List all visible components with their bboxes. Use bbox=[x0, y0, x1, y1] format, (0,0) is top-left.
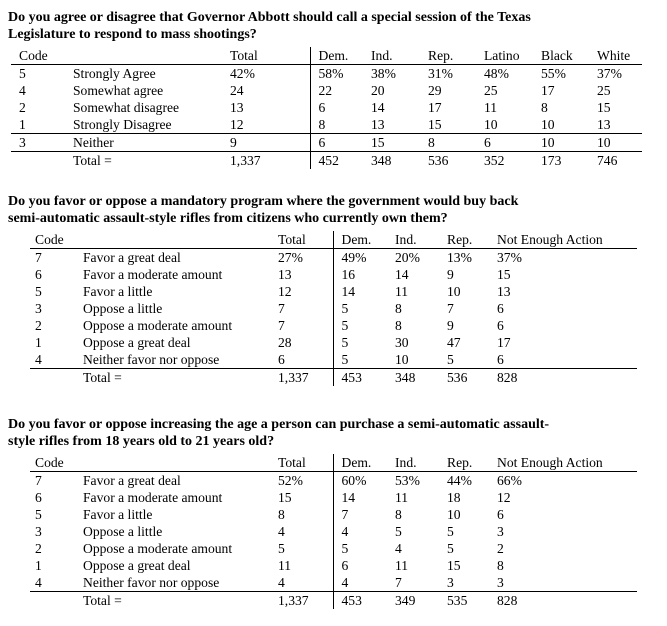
value-cell: 828 bbox=[497, 592, 637, 610]
poll-table-3 bbox=[30, 454, 637, 609]
table-row bbox=[30, 317, 637, 334]
value-cell: 10 bbox=[541, 117, 555, 132]
value-cell: 14 bbox=[371, 100, 385, 115]
value-cell: 8 bbox=[395, 301, 402, 316]
table-row bbox=[30, 506, 637, 523]
group-column-header: Not Enough Action bbox=[497, 454, 637, 472]
value-cell: 13% bbox=[447, 250, 472, 265]
question-title bbox=[8, 9, 667, 43]
label-cell: Somewhat agree bbox=[73, 83, 164, 98]
value-cell: 6 bbox=[484, 134, 541, 152]
value-cell: 30 bbox=[395, 335, 409, 350]
total-column-header: Total bbox=[278, 231, 333, 249]
question-title-line: Do you favor or oppose a mandatory program where the government would buy back bbox=[8, 194, 519, 209]
value-cell: 535 bbox=[447, 592, 497, 610]
value-cell: 37% bbox=[597, 66, 622, 81]
value-cell: 8 bbox=[428, 134, 484, 152]
value-cell: 44% bbox=[447, 473, 472, 488]
value-cell: 5 bbox=[447, 352, 454, 367]
value-cell: 22 bbox=[310, 82, 371, 99]
value-cell: 452 bbox=[310, 152, 371, 170]
group-column-header: Latino bbox=[484, 47, 541, 65]
code-cell: 6 bbox=[35, 267, 42, 282]
code-cell: 2 bbox=[35, 318, 42, 333]
value-cell: 37% bbox=[497, 250, 522, 265]
group-column-header: Ind. bbox=[395, 231, 447, 249]
value-cell: 5 bbox=[447, 524, 454, 539]
value-cell: 13 bbox=[371, 117, 385, 132]
value-cell: 7 bbox=[395, 575, 402, 590]
table-row bbox=[30, 489, 637, 506]
value-cell: 352 bbox=[484, 152, 541, 170]
value-cell: 58% bbox=[310, 65, 371, 83]
value-cell: 10 bbox=[447, 284, 461, 299]
value-cell: 15 bbox=[447, 558, 461, 573]
value-cell: 3 bbox=[447, 575, 454, 590]
code-cell: 7 bbox=[35, 250, 42, 265]
table-header-row bbox=[30, 231, 637, 249]
table-row bbox=[30, 300, 637, 317]
total-cell: 9 bbox=[230, 134, 310, 152]
table-row bbox=[30, 351, 637, 369]
code-column-header: Code bbox=[30, 454, 83, 472]
total-cell: 52% bbox=[278, 473, 303, 488]
value-cell: 348 bbox=[395, 369, 447, 387]
table-row bbox=[30, 557, 637, 574]
table-row bbox=[30, 574, 637, 592]
question-block-purchase-age bbox=[8, 416, 667, 609]
label-cell: Oppose a great deal bbox=[83, 335, 191, 350]
value-cell: 9 bbox=[447, 267, 454, 282]
label-cell: Total = bbox=[83, 592, 278, 610]
value-cell: 6 bbox=[497, 507, 504, 522]
table-row bbox=[30, 266, 637, 283]
value-cell: 5 bbox=[333, 351, 395, 369]
value-cell: 20 bbox=[371, 83, 385, 98]
value-cell: 13 bbox=[497, 284, 511, 299]
value-cell: 11 bbox=[395, 490, 409, 505]
value-cell: 8 bbox=[310, 116, 371, 134]
total-cell: 7 bbox=[278, 301, 285, 316]
value-cell: 5 bbox=[395, 524, 402, 539]
value-cell: 9 bbox=[447, 318, 454, 333]
value-cell: 10 bbox=[447, 507, 461, 522]
value-cell: 746 bbox=[597, 152, 642, 170]
value-cell: 7 bbox=[447, 301, 454, 316]
value-cell: 17 bbox=[541, 83, 555, 98]
value-cell: 10 bbox=[395, 352, 409, 367]
value-cell: 10 bbox=[541, 134, 597, 152]
value-cell: 20% bbox=[395, 250, 420, 265]
total-cell: 12 bbox=[230, 117, 244, 132]
code-cell: 4 bbox=[35, 352, 42, 367]
value-cell: 11 bbox=[484, 100, 498, 115]
value-cell: 12 bbox=[497, 490, 511, 505]
label-cell: Favor a great deal bbox=[83, 473, 181, 488]
value-cell: 11 bbox=[395, 558, 409, 573]
value-cell: 11 bbox=[395, 284, 409, 299]
question-title-line: Legislature to respond to mass shootings? bbox=[8, 27, 257, 42]
value-cell: 15 bbox=[428, 117, 442, 132]
value-cell: 173 bbox=[541, 152, 597, 170]
value-cell: 8 bbox=[395, 507, 402, 522]
group-column-header: Black bbox=[541, 47, 597, 65]
code-cell: 5 bbox=[35, 507, 42, 522]
label-cell: Neither bbox=[73, 134, 230, 152]
value-cell: 3 bbox=[497, 524, 504, 539]
table-row bbox=[30, 472, 637, 490]
code-cell: 6 bbox=[35, 490, 42, 505]
table-section bbox=[30, 249, 637, 369]
code-cell: 1 bbox=[19, 117, 26, 132]
code-cell: 2 bbox=[35, 541, 42, 556]
value-cell: 5 bbox=[333, 317, 395, 334]
code-cell: 2 bbox=[19, 100, 26, 115]
table-section bbox=[11, 134, 642, 152]
question-title bbox=[8, 193, 667, 227]
group-column-header: Dem. bbox=[310, 47, 371, 65]
label-cell: Oppose a moderate amount bbox=[83, 541, 233, 556]
code-cell bbox=[11, 152, 73, 170]
total-row bbox=[11, 152, 642, 170]
code-cell: 3 bbox=[11, 134, 73, 152]
label-cell: Oppose a little bbox=[83, 524, 163, 539]
table-row bbox=[11, 116, 642, 134]
value-cell: 17 bbox=[428, 100, 442, 115]
value-cell: 60% bbox=[333, 472, 395, 490]
value-cell: 48% bbox=[484, 66, 509, 81]
total-row bbox=[30, 592, 637, 610]
value-cell: 18 bbox=[447, 490, 461, 505]
total-column-header: Total bbox=[230, 47, 310, 65]
value-cell: 15 bbox=[371, 134, 428, 152]
label-cell: Strongly Disagree bbox=[73, 117, 172, 132]
value-cell: 10 bbox=[597, 134, 642, 152]
table-row bbox=[30, 540, 637, 557]
value-cell: 5 bbox=[333, 334, 395, 351]
value-cell: 15 bbox=[597, 100, 611, 115]
group-column-header: Rep. bbox=[428, 47, 484, 65]
value-cell: 3 bbox=[497, 575, 504, 590]
question-title bbox=[8, 416, 667, 450]
group-column-header: Ind. bbox=[395, 454, 447, 472]
table-row bbox=[11, 134, 642, 152]
code-cell: 3 bbox=[35, 301, 42, 316]
table-section bbox=[30, 369, 637, 387]
value-cell: 25 bbox=[484, 83, 498, 98]
value-cell: 14 bbox=[333, 489, 395, 506]
value-cell: 6 bbox=[497, 352, 504, 367]
poll-table-2 bbox=[30, 231, 637, 386]
label-cell: Favor a great deal bbox=[83, 250, 181, 265]
total-cell: 15 bbox=[278, 490, 292, 505]
value-cell: 6 bbox=[333, 557, 395, 574]
value-cell: 349 bbox=[395, 592, 447, 610]
value-cell: 13 bbox=[597, 117, 611, 132]
label-cell: Neither favor nor oppose bbox=[83, 352, 220, 367]
total-cell: 7 bbox=[278, 318, 285, 333]
group-column-header: White bbox=[597, 47, 642, 65]
value-cell: 6 bbox=[310, 134, 371, 152]
code-cell: 7 bbox=[35, 473, 42, 488]
poll-table-1 bbox=[11, 47, 642, 169]
question-title-line: semi-automatic assault-style rifles from citizens who currently own them? bbox=[8, 211, 448, 226]
value-cell: 38% bbox=[371, 66, 396, 81]
code-column-header: Code bbox=[30, 231, 83, 249]
value-cell: 15 bbox=[497, 267, 511, 282]
total-cell: 42% bbox=[230, 66, 255, 81]
total-column-header: Total bbox=[278, 454, 333, 472]
total-cell: 28 bbox=[278, 335, 292, 350]
total-cell: 13 bbox=[230, 100, 244, 115]
total-row bbox=[30, 369, 637, 387]
label-cell: Total = bbox=[73, 152, 230, 170]
code-cell: 5 bbox=[19, 66, 26, 81]
table-header-row bbox=[30, 454, 637, 472]
code-cell: 4 bbox=[19, 83, 26, 98]
value-cell: 6 bbox=[497, 301, 504, 316]
total-cell: 1,337 bbox=[278, 592, 333, 610]
table-row bbox=[11, 99, 642, 116]
group-column-header: Not Enough Action bbox=[497, 231, 637, 249]
total-cell: 8 bbox=[278, 507, 285, 522]
code-cell: 4 bbox=[35, 575, 42, 590]
table-row bbox=[11, 82, 642, 99]
question-title-line: style rifles from 18 years old to 21 years old? bbox=[8, 434, 275, 449]
total-cell: 4 bbox=[278, 575, 285, 590]
total-cell: 4 bbox=[278, 524, 285, 539]
group-column-header: Rep. bbox=[447, 231, 497, 249]
value-cell: 8 bbox=[395, 318, 402, 333]
value-cell: 8 bbox=[497, 558, 504, 573]
total-cell: 24 bbox=[230, 83, 244, 98]
value-cell: 7 bbox=[333, 506, 395, 523]
code-cell: 1 bbox=[35, 335, 42, 350]
value-cell: 4 bbox=[333, 574, 395, 592]
total-cell: 1,337 bbox=[278, 369, 333, 387]
value-cell: 49% bbox=[333, 249, 395, 267]
value-cell: 10 bbox=[484, 117, 498, 132]
value-cell: 4 bbox=[395, 541, 402, 556]
value-cell: 536 bbox=[447, 369, 497, 387]
code-cell: 3 bbox=[35, 524, 42, 539]
total-cell: 1,337 bbox=[230, 152, 310, 170]
value-cell: 453 bbox=[333, 369, 395, 387]
label-cell: Oppose a great deal bbox=[83, 558, 191, 573]
value-cell: 55% bbox=[541, 66, 566, 81]
group-column-header: Dem. bbox=[333, 231, 395, 249]
label-cell: Neither favor nor oppose bbox=[83, 575, 220, 590]
value-cell: 4 bbox=[333, 523, 395, 540]
table-section bbox=[30, 472, 637, 592]
code-cell: 5 bbox=[35, 284, 42, 299]
label-cell: Favor a moderate amount bbox=[83, 490, 223, 505]
value-cell: 53% bbox=[395, 473, 420, 488]
value-cell: 2 bbox=[497, 541, 504, 556]
question-block-abbott-special-session bbox=[8, 9, 667, 169]
table-section bbox=[11, 152, 642, 170]
group-column-header: Dem. bbox=[333, 454, 395, 472]
table-row bbox=[30, 334, 637, 351]
value-cell: 536 bbox=[428, 152, 484, 170]
label-cell: Oppose a moderate amount bbox=[83, 318, 233, 333]
question-title-line: Do you favor or oppose increasing the age a person can purchase a semi-automatic assault- bbox=[8, 417, 550, 432]
total-cell: 13 bbox=[278, 267, 292, 282]
total-cell: 6 bbox=[278, 352, 285, 367]
value-cell: 453 bbox=[333, 592, 395, 610]
label-cell: Total = bbox=[83, 369, 278, 387]
label-column-header bbox=[83, 231, 278, 249]
label-cell: Somewhat disagree bbox=[73, 100, 180, 115]
value-cell: 16 bbox=[333, 266, 395, 283]
value-cell: 348 bbox=[371, 152, 428, 170]
group-column-header: Ind. bbox=[371, 47, 428, 65]
table-row bbox=[11, 65, 642, 83]
code-cell bbox=[30, 369, 83, 387]
table-section bbox=[30, 592, 637, 610]
label-cell: Favor a moderate amount bbox=[83, 267, 223, 282]
table-section bbox=[11, 65, 642, 134]
question-block-buyback-program bbox=[8, 193, 667, 386]
value-cell: 5 bbox=[447, 541, 454, 556]
table-header-row bbox=[11, 47, 642, 65]
table-row bbox=[30, 249, 637, 267]
total-cell: 5 bbox=[278, 541, 285, 556]
label-cell: Favor a little bbox=[83, 507, 153, 522]
label-cell: Favor a little bbox=[83, 284, 153, 299]
code-cell bbox=[30, 592, 83, 610]
value-cell: 31% bbox=[428, 66, 453, 81]
total-cell: 12 bbox=[278, 284, 292, 299]
label-column-header bbox=[83, 454, 278, 472]
value-cell: 6 bbox=[310, 99, 371, 116]
value-cell: 47 bbox=[447, 335, 461, 350]
label-cell: Strongly Agree bbox=[73, 66, 156, 81]
code-column-header: Code bbox=[11, 47, 73, 65]
question-title-line: Do you agree or disagree that Governor Abbott should call a special session of the Texas bbox=[8, 10, 531, 25]
value-cell: 29 bbox=[428, 83, 442, 98]
value-cell: 14 bbox=[395, 267, 409, 282]
value-cell: 828 bbox=[497, 369, 637, 387]
value-cell: 6 bbox=[497, 318, 504, 333]
label-column-header bbox=[73, 47, 230, 65]
table-row bbox=[30, 283, 637, 300]
value-cell: 66% bbox=[497, 473, 522, 488]
table-row bbox=[30, 523, 637, 540]
value-cell: 8 bbox=[541, 100, 548, 115]
group-column-header: Rep. bbox=[447, 454, 497, 472]
label-cell: Oppose a little bbox=[83, 301, 163, 316]
value-cell: 14 bbox=[333, 283, 395, 300]
value-cell: 5 bbox=[333, 540, 395, 557]
total-cell: 27% bbox=[278, 250, 303, 265]
value-cell: 5 bbox=[333, 300, 395, 317]
value-cell: 25 bbox=[597, 83, 611, 98]
code-cell: 1 bbox=[35, 558, 42, 573]
value-cell: 17 bbox=[497, 335, 511, 350]
total-cell: 11 bbox=[278, 558, 292, 573]
